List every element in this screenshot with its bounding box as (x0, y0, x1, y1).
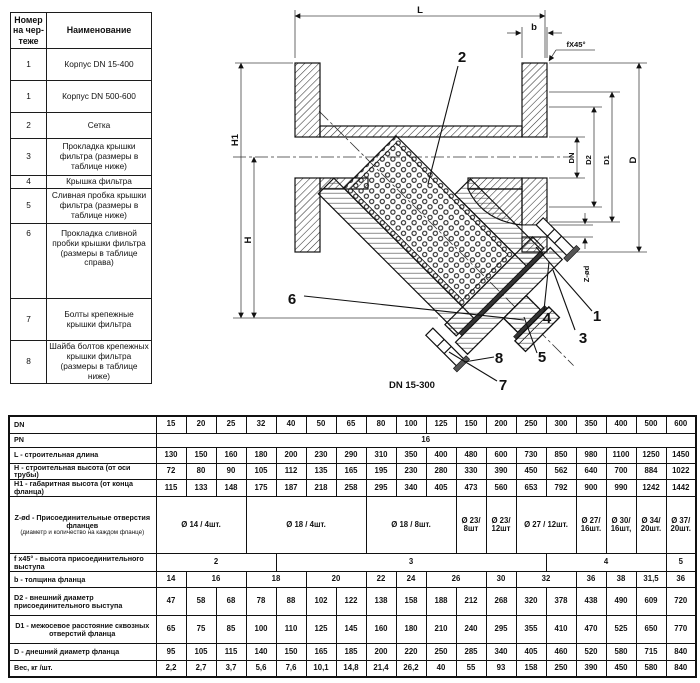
dim-cell: 160 (366, 616, 396, 644)
callout-4: 4 (542, 310, 552, 327)
dim-label-H: H (243, 236, 254, 244)
dim-cell: 93 (486, 661, 516, 677)
dim-row (9, 616, 696, 644)
dim-label-Z: Z-ød (582, 265, 591, 283)
parts-row (11, 81, 152, 113)
dim-cell: 95 (156, 644, 186, 661)
dim-cell: 3 (276, 554, 546, 572)
dim-cell: 26 (426, 572, 486, 588)
callout-7: 7 (498, 377, 508, 394)
dim-cell: 50 (306, 416, 336, 433)
parts-row (11, 341, 152, 384)
dim-cell: 20 (186, 416, 216, 433)
dim-cell: 268 (486, 588, 516, 616)
dim-cell: 32 (246, 416, 276, 433)
dim-row (9, 480, 696, 497)
dim-row (9, 497, 696, 554)
dim-cell: 653 (516, 480, 546, 497)
dim-cell: 90 (216, 463, 246, 480)
part-number: 2 (11, 113, 47, 139)
dim-cell: 460 (546, 644, 576, 661)
dim-cell: 1442 (666, 480, 696, 497)
dim-cell: 16 (186, 572, 246, 588)
dim-cell: 1022 (666, 463, 696, 480)
dim-cell: 36 (666, 572, 696, 588)
dim-cell: 990 (606, 480, 636, 497)
dim-cell: 350 (576, 416, 606, 433)
dim-cell: 285 (456, 644, 486, 661)
dim-cell: 560 (486, 480, 516, 497)
dim-cell: 450 (606, 661, 636, 677)
dim-cell: 450 (516, 463, 546, 480)
dim-cell: 24 (396, 572, 426, 588)
dim-row (9, 416, 696, 433)
dim-cell: 220 (396, 644, 426, 661)
dim-cell: 470 (576, 616, 606, 644)
dim-cell: 490 (606, 588, 636, 616)
part-number: 6 (11, 224, 47, 299)
part-number: 7 (11, 299, 47, 341)
dim-cell: 135 (306, 463, 336, 480)
dim-cell: 390 (576, 661, 606, 677)
dim-label-D1: D1 (602, 155, 611, 165)
dim-cell: 40 (426, 661, 456, 677)
dim-cell: 405 (516, 644, 546, 661)
dim-cell: 350 (396, 447, 426, 463)
dim-cell: 165 (336, 463, 366, 480)
right-flange-top (522, 63, 547, 137)
dim-row-label: D - днешний диаметр фланца (9, 644, 156, 661)
dim-cell: 212 (456, 588, 486, 616)
dim-cell: 525 (606, 616, 636, 644)
parts-row (11, 176, 152, 189)
dim-cell: 900 (576, 480, 606, 497)
dim-cell: 125 (426, 416, 456, 433)
part-name: Болты крепежные крышки фильтра (47, 299, 152, 341)
dim-cell: 112 (276, 463, 306, 480)
dim-cell: 770 (666, 616, 696, 644)
dim-cell: 295 (366, 480, 396, 497)
dim-cell: 400 (426, 447, 456, 463)
dim-cell: 32 (516, 572, 576, 588)
part-number: 4 (11, 176, 47, 189)
dim-cell: 1100 (606, 447, 636, 463)
part-number: 3 (11, 139, 47, 176)
callout-5: 5 (537, 349, 547, 366)
dim-cell: Ø 23/ 12шт (486, 497, 516, 554)
dim-cell: Ø 27/ 16шт. (576, 497, 606, 554)
dim-row-label: f x45° - высота присоединительного выступа (9, 554, 156, 572)
dim-row (9, 554, 696, 572)
dim-cell: 125 (306, 616, 336, 644)
dim-cell: 88 (276, 588, 306, 616)
dim-cell: 150 (186, 447, 216, 463)
dim-cell: Ø 30/ 16шт, (606, 497, 636, 554)
callout-8: 8 (494, 350, 504, 367)
part-number: 5 (11, 189, 47, 224)
dim-row-label: Z-ød - Присоединительные отверстия фланцев (диаметр и количество на каждом фланце) (9, 497, 156, 554)
dim-cell: 105 (246, 463, 276, 480)
dim-cell: 26,2 (396, 661, 426, 677)
dim-cell: 150 (276, 644, 306, 661)
dim-cell: 405 (426, 480, 456, 497)
part-number: 1 (11, 49, 47, 81)
dim-cell: 2,7 (186, 661, 216, 677)
dim-cell: 230 (396, 463, 426, 480)
dim-cell: 1450 (666, 447, 696, 463)
dim-row (9, 447, 696, 463)
dim-cell: 340 (396, 480, 426, 497)
dim-cell: 115 (156, 480, 186, 497)
dim-cell: 18 (246, 572, 306, 588)
dim-cell: 480 (456, 447, 486, 463)
dim-cell: 115 (216, 644, 246, 661)
part-name: Корпус DN 500-600 (47, 81, 152, 113)
dim-cell: 188 (426, 588, 456, 616)
dim-cell: Ø 37/ 20шт. (666, 497, 696, 554)
dim-cell: 30 (486, 572, 516, 588)
dim-cell: 158 (396, 588, 426, 616)
dim-cell: 250 (426, 644, 456, 661)
dim-cell: 100 (246, 616, 276, 644)
dim-cell: 700 (606, 463, 636, 480)
dim-cell: 320 (516, 588, 546, 616)
pipe-top-wall (320, 126, 522, 137)
dim-cell: 310 (366, 447, 396, 463)
dim-row (9, 661, 696, 677)
dim-cell: 175 (246, 480, 276, 497)
dim-row-label: L - строительная длина (9, 447, 156, 463)
dim-cell: 105 (186, 644, 216, 661)
callout-6: 6 (287, 291, 297, 308)
dim-cell: 180 (396, 616, 426, 644)
dim-cell: 122 (336, 588, 366, 616)
dim-cell: 290 (336, 447, 366, 463)
dim-label-H1: H1 (230, 133, 241, 147)
dim-label-chamfer: fX45° (566, 40, 586, 49)
dim-cell: Ø 14 / 4шт. (156, 497, 246, 554)
dim-row-label: H - строительная высота (от оси трубы) (9, 463, 156, 480)
dim-cell: 180 (246, 447, 276, 463)
dim-row-label: H1 - габаритная высота (от конца фланца) (9, 480, 156, 497)
dim-cell: Ø 34/ 20шт. (636, 497, 666, 554)
parts-col-number-header: Номер на чер-теже (11, 13, 47, 49)
dim-cell: 14,8 (336, 661, 366, 677)
dim-cell: 410 (546, 616, 576, 644)
dim-cell: 730 (516, 447, 546, 463)
cover-bolt-bottom (426, 328, 466, 368)
dim-cell: 5,6 (246, 661, 276, 677)
parts-table (10, 12, 152, 384)
parts-col-name-header: Наименование (47, 13, 152, 49)
dim-cell: 720 (666, 588, 696, 616)
dim-cell: 20 (306, 572, 366, 588)
dim-cell: 355 (516, 616, 546, 644)
dim-cell: 792 (546, 480, 576, 497)
dim-cell: 240 (456, 616, 486, 644)
dim-cell: 100 (396, 416, 426, 433)
dim-cell: 158 (516, 661, 546, 677)
dim-row-label: Вес, кг /шт. (9, 661, 156, 677)
dim-cell: 160 (216, 447, 246, 463)
left-flange-top (295, 63, 320, 137)
technical-drawing (225, 0, 700, 410)
dim-cell: 145 (336, 616, 366, 644)
dim-row-label: D2 - внешний диаметр присоединительного выступа (9, 588, 156, 616)
dim-cell: Ø 23/ 8шт (456, 497, 486, 554)
dim-cell: 22 (366, 572, 396, 588)
dim-cell: 884 (636, 463, 666, 480)
dim-row (9, 463, 696, 480)
dim-cell: 850 (546, 447, 576, 463)
part-name: Крышка фильтра (47, 176, 152, 189)
dim-cell: 140 (246, 644, 276, 661)
dim-cell: 10,1 (306, 661, 336, 677)
dim-row-label: D1 - межосевое расстояние сквозных отверстий фланца (9, 616, 156, 644)
dim-cell: 400 (606, 416, 636, 433)
dim-row-label: PN (9, 433, 156, 447)
dim-cell: 1250 (636, 447, 666, 463)
parts-row (11, 139, 152, 176)
dim-cell: 340 (486, 644, 516, 661)
dim-cell: 16 (156, 433, 696, 447)
dim-cell: 600 (486, 447, 516, 463)
dim-cell: 187 (276, 480, 306, 497)
dim-cell: 2,2 (156, 661, 186, 677)
part-name: Прокладка сливной пробки крышки фильтра (размеры в таблице справа) (47, 224, 152, 299)
dim-cell: 250 (546, 661, 576, 677)
dim-cell: Ø 18 / 8шт. (366, 497, 456, 554)
dim-label-L: L (417, 5, 423, 16)
dim-cell: 36 (576, 572, 606, 588)
dim-cell: 25 (216, 416, 246, 433)
dim-cell: 580 (606, 644, 636, 661)
part-number: 8 (11, 341, 47, 384)
dim-cell: 75 (186, 616, 216, 644)
dim-cell: 65 (156, 616, 186, 644)
dim-cell: 47 (156, 588, 186, 616)
dim-cell: 3,7 (216, 661, 246, 677)
dim-cell: 250 (516, 416, 546, 433)
dim-cell: Ø 27 / 12шт. (516, 497, 576, 554)
dim-cell: 438 (576, 588, 606, 616)
dim-cell: 200 (486, 416, 516, 433)
dim-cell: 31,5 (636, 572, 666, 588)
dim-cell: 1242 (636, 480, 666, 497)
dim-cell: 230 (306, 447, 336, 463)
part-name: Шайба болтов крепежных крышки фильтра (размеры в таблице ниже) (47, 341, 152, 384)
dim-label-b: b (531, 22, 537, 33)
dim-cell: 280 (426, 463, 456, 480)
dim-cell: 78 (246, 588, 276, 616)
dim-cell: 133 (186, 480, 216, 497)
dim-cell: Ø 18 / 4шт. (246, 497, 366, 554)
dim-cell: 58 (186, 588, 216, 616)
dim-cell: 14 (156, 572, 186, 588)
dim-cell: 650 (636, 616, 666, 644)
drawing-caption: DN 15-300 (389, 380, 435, 391)
dim-cell: 80 (366, 416, 396, 433)
dim-cell: 65 (336, 416, 366, 433)
dim-cell: 138 (366, 588, 396, 616)
dim-cell: 580 (636, 661, 666, 677)
dimensions-table-body (9, 416, 696, 677)
dim-cell: 378 (546, 588, 576, 616)
dim-label-D: D (628, 156, 639, 164)
dim-cell: 609 (636, 588, 666, 616)
dim-cell: 600 (666, 416, 696, 433)
dim-cell: 72 (156, 463, 186, 480)
dim-cell: 148 (216, 480, 246, 497)
dim-cell: 40 (276, 416, 306, 433)
dim-cell: 218 (306, 480, 336, 497)
dim-row (9, 588, 696, 616)
part-name: Прокладка крышки фильтра (размеры в таблице ниже) (47, 139, 152, 176)
parts-row (11, 49, 152, 81)
dim-cell: 55 (456, 661, 486, 677)
dim-cell: 295 (486, 616, 516, 644)
dim-cell: 330 (456, 463, 486, 480)
dim-label-DN: DN (567, 152, 576, 164)
parts-header-row (11, 13, 152, 49)
part-name: Сетка (47, 113, 152, 139)
dim-row (9, 572, 696, 588)
dim-cell: 38 (606, 572, 636, 588)
dim-cell: 195 (366, 463, 396, 480)
dim-cell: 980 (576, 447, 606, 463)
part-number: 1 (11, 81, 47, 113)
dim-cell: 165 (306, 644, 336, 661)
dim-cell: 2 (156, 554, 276, 572)
dim-cell: 715 (636, 644, 666, 661)
dim-row-label: b - толщина фланца (9, 572, 156, 588)
dim-cell: 390 (486, 463, 516, 480)
parts-row (11, 113, 152, 139)
dim-cell: 185 (336, 644, 366, 661)
dimensions-table (8, 415, 697, 678)
dim-row-label: DN (9, 416, 156, 433)
dim-cell: 840 (666, 661, 696, 677)
dim-cell: 840 (666, 644, 696, 661)
dim-label-D2: D2 (584, 155, 593, 165)
dim-cell: 562 (546, 463, 576, 480)
dim-cell: 7,6 (276, 661, 306, 677)
dim-cell: 85 (216, 616, 246, 644)
dim-cell: 210 (426, 616, 456, 644)
dim-cell: 15 (156, 416, 186, 433)
part-name: Сливная пробка крышки фильтра (размеры в таблице ниже) (47, 189, 152, 224)
dim-cell: 68 (216, 588, 246, 616)
parts-row (11, 299, 152, 341)
dim-cell: 80 (186, 463, 216, 480)
callout-2: 2 (457, 49, 467, 66)
dim-cell: 130 (156, 447, 186, 463)
dim-cell: 150 (456, 416, 486, 433)
parts-row (11, 224, 152, 299)
dim-cell: 102 (306, 588, 336, 616)
callout-3: 3 (578, 330, 588, 347)
dim-cell: 21,4 (366, 661, 396, 677)
parts-row (11, 189, 152, 224)
dim-cell: 200 (276, 447, 306, 463)
dim-cell: 200 (366, 644, 396, 661)
dim-cell: 473 (456, 480, 486, 497)
dim-row (9, 433, 696, 447)
dim-cell: 4 (546, 554, 666, 572)
dim-cell: 520 (576, 644, 606, 661)
dim-cell: 500 (636, 416, 666, 433)
callout-1: 1 (592, 308, 602, 325)
dim-cell: 110 (276, 616, 306, 644)
part-name: Корпус DN 15-400 (47, 49, 152, 81)
dim-cell: 5 (666, 554, 696, 572)
dim-cell: 258 (336, 480, 366, 497)
dim-cell: 300 (546, 416, 576, 433)
dim-cell: 640 (576, 463, 606, 480)
dim-row (9, 644, 696, 661)
left-flange-bottom (295, 178, 320, 252)
